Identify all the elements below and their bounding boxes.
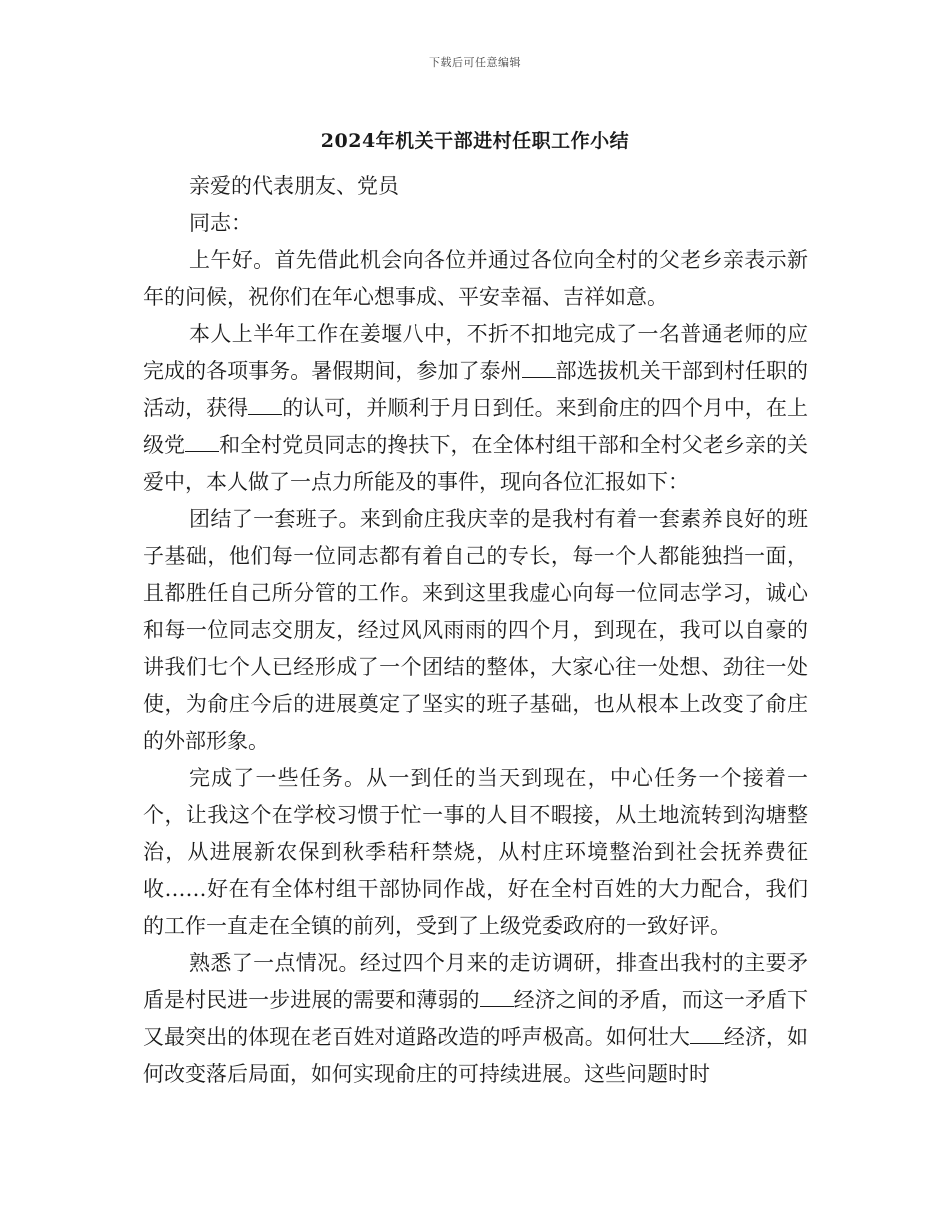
blank-underline (522, 361, 556, 378)
paragraph-text: 熟悉了一点情况。经过四个月来的走访调研，排查出我村的主要矛盾是村民进一步进展的需要和薄弱的 (143, 951, 808, 1012)
paragraph-text: 的认可，并顺利于月日到任。来到俞庄的四个月中，在上级党 (143, 396, 809, 457)
document-title: 2024年机关干部进村任职工作小结 (320, 130, 630, 152)
header-note: 下载后可任意编辑 (429, 56, 521, 69)
blank-underline (248, 398, 282, 415)
paragraph-text: 经济之间的矛盾，而这一矛盾下又最突出的体现在老百姓对道路改造的呼声极高。如何壮大 (143, 988, 809, 1049)
paragraph-tasks: 完成了一些任务。从一到任的当天到现在，中心任务一个接着一个，让我这个在学校习惯于忙一事的人目不暇接，从土地流转到沟塘整治，从进展新农保到秋季秸秆禁烧，从村庄环境整治到社会抚养费征收……好在有全体村组干部协同作战，好在全村百姓的大力配合，我们的工作一直走在全镇的前列，受到了上级党委政府的一致好评。 (143, 766, 808, 938)
paragraph-greeting: 上午好。首先借此机会向各位并通过各位向全村的父老乡亲表示新年的问候，祝你们在年心想事成、平安幸福、吉祥如意。 (143, 248, 808, 309)
paragraph-text: 部选拔机关干部到村任职的活动，获得 (143, 359, 809, 420)
blank-underline (185, 435, 219, 452)
paragraph-team: 团结了一套班子。来到俞庄我庆幸的是我村有着一套素养良好的班子基础，他们每一位同志都有着自己的专长，每一个人都能独挡一面，且都胜任自己所分管的工作。来到这里我虚心向每一位同志学习，诚心和每一位同志交朋友，经过风风雨雨的四个月，到现在，我可以自豪的讲我们七个人已经形成了一个团结的整体，大家心往一处想、劲往一处使，为俞庄今后的进展奠定了坚实的班子基础，也从根本上改变了俞庄的外部形象。 (143, 507, 808, 753)
salutation-line-2: 同志： (189, 211, 252, 235)
paragraph-text: 本人上半年工作在姜堰八中，不折不扣地完成了一名普通老师的应完成的各项事务。暑假期间，参加了泰州 (143, 322, 808, 383)
salutation-line-1: 亲爱的代表朋友、党员 (189, 174, 399, 198)
paragraph-introduction (143, 316, 808, 501)
document-body (143, 168, 808, 1093)
blank-underline (480, 990, 514, 1007)
blank-underline (690, 1027, 724, 1044)
paragraph-situation (143, 945, 808, 1093)
paragraph-text: 和全村党员同志的搀扶下，在全体村组干部和全村父老乡亲的关爱中，本人做了一点力所能及的事件，现向各位汇报如下： (143, 433, 809, 494)
paragraph-text: 经济，如何改变落后局面，如何实现俞庄的可持续进展。这些问题时时 (143, 1025, 809, 1086)
